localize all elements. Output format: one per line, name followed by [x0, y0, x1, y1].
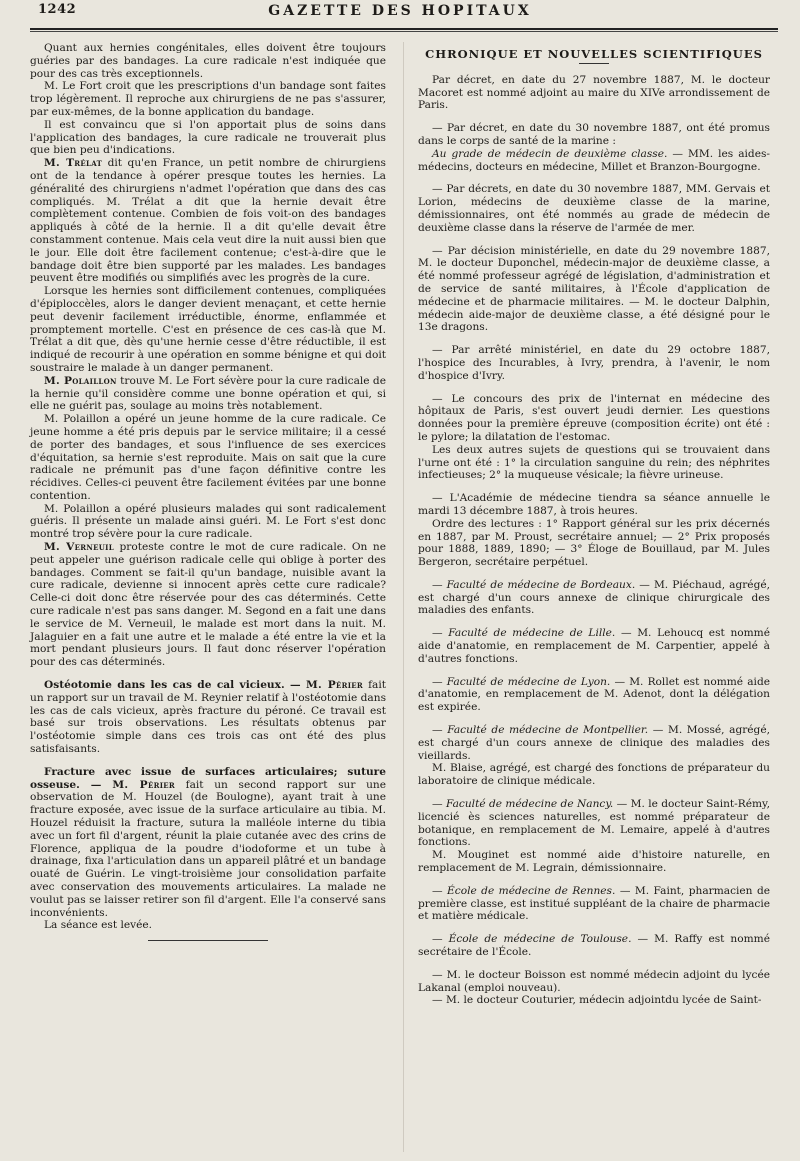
- paragraph: M. Mouginet est nommé aide d'histoire naturelle, en remplacement de M. Legrain, démissionnaire.: [418, 849, 770, 875]
- paragraph-text: — M. Raffy est nommé secrétaire de l'École.: [418, 933, 770, 959]
- paragraph-text: — M. Lehoucq est nommé aide d'anatomie, en remplacement de M. Carpentier, appelé à d'autres fonctions.: [418, 627, 771, 665]
- italic-lead: — Faculté de médecine de Lille.: [432, 627, 616, 640]
- paragraph: [418, 798, 770, 849]
- italic-lead: — Faculté de médecine de Montpellier.: [432, 724, 649, 737]
- paragraph: [418, 579, 770, 617]
- heading-rule: [579, 63, 609, 64]
- paragraph: — Par décision ministérielle, en date du 29 novembre 1887, M. le docteur Duponchel, médecin-major de deuxième classe, a été nommé professeur agrégé de législation, d'administration et de service de santé militaires, à l'École d'application de médecine et de pharmacie militaires. — M. le docteur Dalphin, médecin aide-major de deuxième classe, a été désigné pour le 13e dragons.: [418, 244, 770, 334]
- speaker-name: M. Verneuil: [44, 541, 114, 554]
- paragraph: [418, 885, 770, 923]
- paragraph: [30, 375, 386, 413]
- italic-lead: — École de médecine de Toulouse.: [432, 933, 632, 946]
- paragraph: — Par arrêté ministériel, en date du 29 octobre 1887, l'hospice des Incurables, à Ivry, prendra, à l'avenir, le nom d'hospice d'Ivry.: [418, 344, 770, 382]
- header-rule: [30, 28, 778, 30]
- paragraph: [30, 541, 386, 669]
- paragraph-text: fait un second rapport sur une observation de M. Houzel (de Boulogne), ayant trait à une fracture exposée, avec issue de la surface articulaire au tibia. M. Houzel réduisit la fracture, sutura la malléole interne du tibia avec un fort fil d'argent, réunit la plaie cutanée avec des crins de Florence, appliqua de la poudre d'iodoforme et un tube à drainage, fixa l'articulation dans un appareil plâtré et un bandage ouaté de Guérin. Le vingt-troisième jour consolidation parfaite avec conservation des mouvements articulaires. La malade ne voulut pas se laisser retirer son fil d'argent. Elle l'a conservé sans inconvénients.: [30, 778, 386, 919]
- paragraph: M. Polaillon a opéré plusieurs malades qui sont radicalement guéris. Il présente un malade ainsi guéri. M. Le Fort s'est donc montré trop sévère pour la cure radicale.: [30, 502, 386, 541]
- section-heading: CHRONIQUE ET NOUVELLES SCIENTIFIQUES: [425, 47, 763, 61]
- right-column: [418, 42, 770, 1007]
- section-title: Fracture avec issue de surfaces articulaires; suture osseuse. —: [30, 765, 386, 791]
- italic-lead: — Faculté de médecine de Lyon.: [432, 675, 611, 688]
- header-rule-thin: [30, 31, 778, 32]
- paragraph: — Le concours des prix de l'internat en médecine des hôpitaux de Paris, s'est ouvert jeudi dernier. Les questions données pour la première épreuve (composition écrite) ont été : le pylore; la dilatation de l'estomac.: [418, 392, 770, 443]
- paragraph: — M. le docteur Boisson est nommé médecin adjoint du lycée Lakanal (emploi nouveau).: [418, 968, 770, 994]
- paragraph: — L'Académie de médecine tiendra sa séance annuelle le mardi 13 décembre 1887, à trois heures.: [418, 492, 770, 517]
- paragraph-text: — M. le docteur Saint-Rémy, licencié ès sciences naturelles, est nommé préparateur de botanique, en remplacement de M. Lemaire, appelé à d'autres fonctions.: [418, 798, 771, 849]
- paragraph: Les deux autres sujets de questions qui se trouvaient dans l'urne ont été : 1° la circulation sanguine du rein; des néphrites infectieuses; 2° la muqueuse vésicale; la fièvre urineuse.: [418, 443, 770, 482]
- paragraph: — Par décret, en date du 30 novembre 1887, ont été promus dans le corps de santé de la marine :: [418, 122, 770, 147]
- paragraph: [418, 676, 770, 714]
- paragraph: M. Blaise, agrégé, est chargé des fonctions de préparateur du laboratoire de clinique médicale.: [418, 762, 770, 788]
- paragraph: [418, 627, 770, 665]
- paragraph: — Par décrets, en date du 30 novembre 1887, MM. Gervais et Lorion, médecins de deuxième classe de la marine, démissionnaires, ont été nommés au grade de médecin de deuxième classe dans la réserve de l'armée de mer.: [418, 183, 770, 234]
- paragraph: M. Le Fort croit que les prescriptions d'un bandage sont faites trop légèrement. Il reproche aux chirurgiens de ne pas s'assurer, par eux-mêmes, de la bonne application du bandage.: [30, 80, 386, 118]
- paragraph: — M. le docteur Couturier, médecin adjointdu lycée de Saint-: [432, 994, 762, 1007]
- paragraph-text: — M. Piéchaud, agrégé, est chargé d'un cours annexe de clinique chirurgicale des maladies des enfants.: [418, 578, 770, 617]
- paragraph: La séance est levée.: [44, 919, 153, 932]
- paragraph: M. Polaillon a opéré un jeune homme de la cure radicale. Ce jeune homme a été pris depuis par le service militaire; il a cessé de porter des bandages, et sous l'influence de ses exercices d'équitation, sa hernie s'est reproduite. Mais on sait que la cure radicale ne prémunit pas d'une façon définitive contre les récidives. Celles-ci peuvent être facilement évitées par une bonne contention.: [30, 413, 386, 502]
- paragraph-text: dit qu'en France, un petit nombre de chirurgiens ont de la tendance à opérer presque toutes les hernies. La généralité des chirurgiens n'admet l'opération que dans des cas compliqués. M. Trélat a dit que la hernie devait être complètement contenue. Combien de fois voit-on des bandages appliqués à côté de la hernie. Il a dit qu'elle devait être constamment contenue. Mais cela veut dire la nuit aussi bien que le jour. Elle doit être facilement contenue; c'est-à-dire que le bandage doit être bien supporté par les malades. Les bandages peuvent être modifiés ou simplifiés avec les progrès de la cure.: [30, 157, 386, 285]
- paragraph-text: — M. Mossé, agrégé, est chargé d'un cours annexe de clinique des maladies des vieillards.: [418, 724, 770, 762]
- left-column: [30, 42, 386, 941]
- paragraph-text: fait un rapport sur un travail de M. Reynier relatif à l'ostéotomie dans les cas de cals vicieux, après fracture du péroné. Ce travail est basé sur trois observations. Les résultats obtenus par l'ostéotomie simple dans ces trois cas ont été des plus satisfaisants.: [30, 679, 386, 756]
- speaker-name: M. Trélat: [44, 157, 103, 170]
- paragraph: [30, 679, 386, 756]
- italic-lead: Au grade de médecin de deuxième classe.: [432, 147, 668, 160]
- speaker-name: M. Périer: [306, 679, 364, 692]
- speaker-name: M. Polaillon: [44, 374, 117, 387]
- paragraph: [418, 724, 770, 762]
- paragraph: Il est convaincu que si l'on apportait plus de soins dans l'application des bandages, la cure radicale ne trouverait plus que bien peu d'indications.: [30, 118, 386, 157]
- paragraph-text: — MM. les aides-médecins, docteurs en médecine, Millet et Branzon-Bourgogne.: [418, 147, 770, 173]
- paragraph-text: proteste contre le mot de cure radicale. On ne peut appeler une guérison radicale celle qui oblige à porter des bandages. Comment se fait-il qu'un bandage, nuisible avant la cure radicale, devienne si innocent après cette cure radicale? Celle-ci doit donc être réservée pour des cas déterminés. Cette cure radicale n'est pas sans danger. M. Segond en a fait une dans le service de M. Verneuil, le malade est mort dans la nuit. M. Jalaguier en a fait une autre et le malade a été entre la vie et la mort pendant plusieurs jours. Il faut donc réserver l'opération pour des cas déterminés.: [30, 541, 386, 669]
- italic-lead: — Faculté de médecine de Nancy.: [432, 798, 614, 811]
- paragraph-text: — M. Faint, pharmacien de première classe, est institué suppléant de la chaire de pharmacie et matière médicale.: [418, 884, 770, 923]
- section-title: Ostéotomie dans les cas de cal vicieux. —: [44, 679, 306, 692]
- paragraph: Lorsque les hernies sont difficilement contenues, compliquées d'épiploccèles, alors le danger devient menaçant, et cette hernie peut devenir facilement irréductible, énorme, enflammée et promptement mortelle. C'est en présence de ces cas-là que M. Trélat a dit que, dès qu'une hernie cesse d'être réductible, il est indiqué de recourir à une opération en somme bénigne et qui doit soustraire le malade à un danger permanent.: [30, 285, 386, 374]
- paragraph: [30, 157, 386, 285]
- page-header: [0, 0, 800, 36]
- end-rule: [148, 940, 268, 941]
- italic-lead: — Faculté de médecine de Bordeaux.: [432, 578, 636, 591]
- paragraph: [30, 766, 386, 920]
- running-title: GAZETTE DES HOPITAUX: [268, 3, 532, 19]
- paragraph-text: — M. Rollet est nommé aide d'anatomie, en remplacement de M. Adenot, dont la délégation est expirée.: [418, 675, 770, 714]
- paragraph: [418, 148, 770, 174]
- italic-lead: — École de médecine de Rennes.: [432, 884, 616, 897]
- page-number: 1242: [38, 2, 77, 17]
- paragraph: Par décret, en date du 27 novembre 1887, M. le docteur Macoret est nommé adjoint au maire du XIVe arrondissement de Paris.: [418, 73, 770, 112]
- speaker-name: M. Périer: [112, 778, 176, 791]
- paragraph: [418, 933, 770, 959]
- paragraph: Ordre des lectures : 1° Rapport général sur les prix décernés en 1887, par M. Proust, secrétaire annuel; — 2° Prix proposés pour 1888, 1889, 1890; — 3° Éloge de Bouillaud, par M. Jules Bergeron, secrétaire perpétuel.: [418, 517, 770, 569]
- paragraph: Quant aux hernies congénitales, elles doivent être toujours guéries par des bandages. La cure radicale n'est indiquée que pour des cas très exceptionnels.: [30, 42, 386, 80]
- paragraph-text: trouve M. Le Fort sévère pour la cure radicale de la hernie qu'il considère comme une bonne opération et qui, si elle ne guérit pas, soulage au moins très notablement.: [30, 374, 386, 413]
- column-divider: [403, 42, 404, 1152]
